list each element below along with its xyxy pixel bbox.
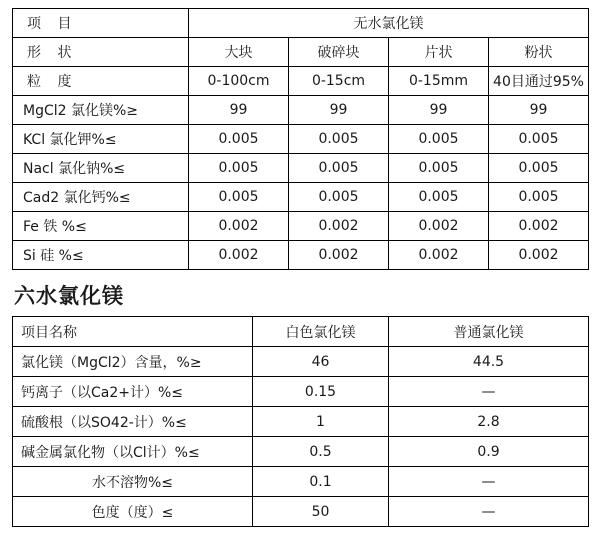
cell-value: 0.002 [189,241,289,270]
cell-value: 大块 [189,38,289,67]
row-label-kcl: KCl 氯化钾%≤ [13,125,189,154]
cell-value: 0.005 [389,125,489,154]
cell-value: 粉状 [489,38,589,67]
cell-value: 0.005 [189,125,289,154]
table-row [13,241,589,270]
row-label-cacl2: Cad2 氯化钙%≤ [13,183,189,212]
table-row [13,183,589,212]
row-label-si: Si 硅 %≤ [13,241,189,270]
cell-value: 0.002 [489,212,589,241]
row-label-alkali-metal-chloride: 碱金属氯化物（以Cl计）%≤ [13,437,253,467]
table-row [13,347,589,377]
cell-value-white: 46 [253,347,389,377]
cell-value: 0.005 [489,125,589,154]
cell-value: 0.005 [189,183,289,212]
table-row [13,38,589,67]
table-row [13,317,589,347]
cell-value: 0.005 [489,183,589,212]
cell-value-normal: 2.8 [389,407,589,437]
cell-value: 0.005 [389,154,489,183]
header-white-mgcl2: 白色氯化镁 [253,317,389,347]
header-normal-mgcl2: 普通氯化镁 [389,317,589,347]
row-label-fe: Fe 铁 %≤ [13,212,189,241]
row-label-chroma: 色度（度）≤ [13,497,253,527]
header-product-name: 无水氯化镁 [189,9,589,38]
header-item-label: 项 目 [13,9,189,38]
cell-value: 0-100cm [189,67,289,96]
cell-value-white: 0.1 [253,467,389,497]
header-item-name: 项目名称 [13,317,253,347]
cell-value: 0.002 [289,212,389,241]
cell-value: 40目通过95% [489,67,589,96]
table-row [13,437,589,467]
hexahydrate-magnesium-chloride-table [12,316,589,527]
cell-value-normal: — [389,497,589,527]
table-row [13,497,589,527]
row-label-granularity: 粒 度 [13,67,189,96]
cell-value-normal: 0.9 [389,437,589,467]
table-row [13,377,589,407]
anhydrous-magnesium-chloride-table [12,8,589,270]
row-label-water-insoluble: 水不溶物%≤ [13,467,253,497]
cell-value: 0.002 [189,212,289,241]
row-label-shape: 形 状 [13,38,189,67]
table-row [13,67,589,96]
cell-value: 0.005 [289,183,389,212]
cell-value: 0.002 [289,241,389,270]
cell-value: 99 [189,96,289,125]
table-row [13,467,589,497]
cell-value: 0.002 [389,212,489,241]
cell-value: 0.005 [489,154,589,183]
cell-value: 0.002 [389,241,489,270]
cell-value-white: 1 [253,407,389,437]
cell-value: 0-15cm [289,67,389,96]
cell-value: 99 [389,96,489,125]
cell-value-normal: 44.5 [389,347,589,377]
row-label-sulfate: 硫酸根（以SO42-计）%≤ [13,407,253,437]
table-row [13,96,589,125]
row-label-nacl: Nacl 氯化钠%≤ [13,154,189,183]
table-row [13,212,589,241]
section-title-hexahydrate: 六水氯化镁 [14,284,124,308]
cell-value-normal: — [389,377,589,407]
cell-value: 0.005 [189,154,289,183]
cell-value: 99 [489,96,589,125]
cell-value-white: 50 [253,497,389,527]
table-row [13,154,589,183]
cell-value: 片状 [389,38,489,67]
row-label-mgcl2-content: 氯化镁（MgCl2）含量，%≥ [13,347,253,377]
cell-value-white: 0.15 [253,377,389,407]
table-row [13,9,589,38]
cell-value: 0.002 [489,241,589,270]
cell-value: 99 [289,96,389,125]
table-row [13,125,589,154]
cell-value: 0.005 [289,154,389,183]
cell-value: 0-15mm [389,67,489,96]
row-label-calcium-ion: 钙离子（以Ca2+计）%≤ [13,377,253,407]
cell-value-normal: — [389,467,589,497]
cell-value: 0.005 [289,125,389,154]
cell-value: 破碎块 [289,38,389,67]
row-label-mgcl2: MgCl2 氯化镁%≥ [13,96,189,125]
cell-value-white: 0.5 [253,437,389,467]
table-row [13,407,589,437]
cell-value: 0.005 [389,183,489,212]
